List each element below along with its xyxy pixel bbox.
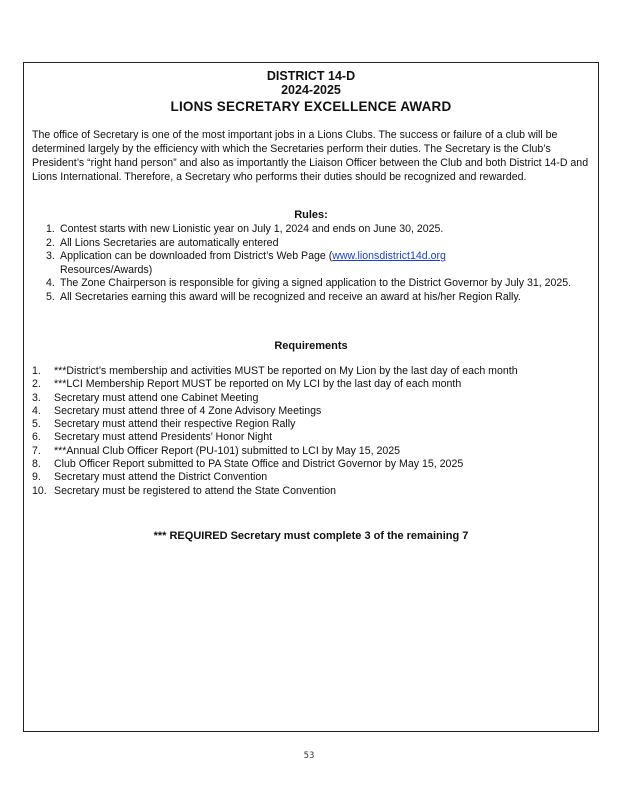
page-number: 53 [303,751,315,761]
requirement-item: 7. ***Annual Club Officer Report (PU-101) submitted to LCI by May 15, 2025 [32,444,401,457]
rules-title: Rules: [294,209,328,221]
required-note: *** REQUIRED Secretary must complete 3 of the remaining 7 [153,530,469,542]
rule-item: 4. The Zone Chairperson is responsible for giving a signed application to the District Governor by July 31, 2025. [46,277,572,290]
requirements-title: Requirements [274,340,348,352]
requirement-item: 10. Secretary must be registered to attend the State Convention [32,484,337,497]
requirement-item: 4. Secretary must attend three of 4 Zone Advisory Meetings [32,404,322,417]
requirement-item: 3. Secretary must attend one Cabinet Meeting [32,391,259,404]
district-title: DISTRICT 14-D [266,69,356,83]
rule-item: 2. All Lions Secretaries are automatically entered [46,236,279,249]
requirement-item: 9. Secretary must attend the District Convention [32,471,268,484]
requirement-item: 2. ***LCI Membership Report MUST be reported on My LCI by the last day of each month [32,378,462,391]
requirement-item: 1. ***District’s membership and activities MUST be reported on My Lion by the last day of each month [32,365,518,377]
rules-list [32,223,592,305]
requirements-list [32,365,594,498]
award-title: LIONS SECRETARY EXCELLENCE AWARD [170,99,452,114]
requirement-item: 8. Club Officer Report submitted to PA State Office and District Governor by May 15, 2025 [32,458,464,471]
award-frame [23,62,599,732]
requirement-item: 6. Secretary must attend Presidents’ Honor Night [32,431,273,444]
requirement-item: 5. Secretary must attend their respective Region Rally [32,418,296,431]
rule-item: 3. Application can be downloaded from District’s Web Page (www.lionsdistrict14d.org Resources/Awards) [46,250,446,276]
rule-item: 5. All Secretaries earning this award will be recognized and receive an award at his/her Region Rally. [46,290,521,303]
district-website-link[interactable]: www.lionsdistrict14d.org [332,250,446,263]
year-title: 2024-2025 [281,83,341,97]
rule-item: 1. Contest starts with new Lionistic year on July 1, 2024 and ends on June 30, 2025. [46,223,444,235]
intro-paragraph: The office of Secretary is one of the most important jobs in a Lions Clubs. The success or failure of a club will be determined largely by the efficiency with which the Secretaries perform their duties. The Secretary is the Club’s President’s “right hand person” and also as importantly the Liaison Officer between the Club and both District 14-D and Lions International. Therefore, a Secretary who performs their duties should be recognized and rewarded. [32,129,589,183]
